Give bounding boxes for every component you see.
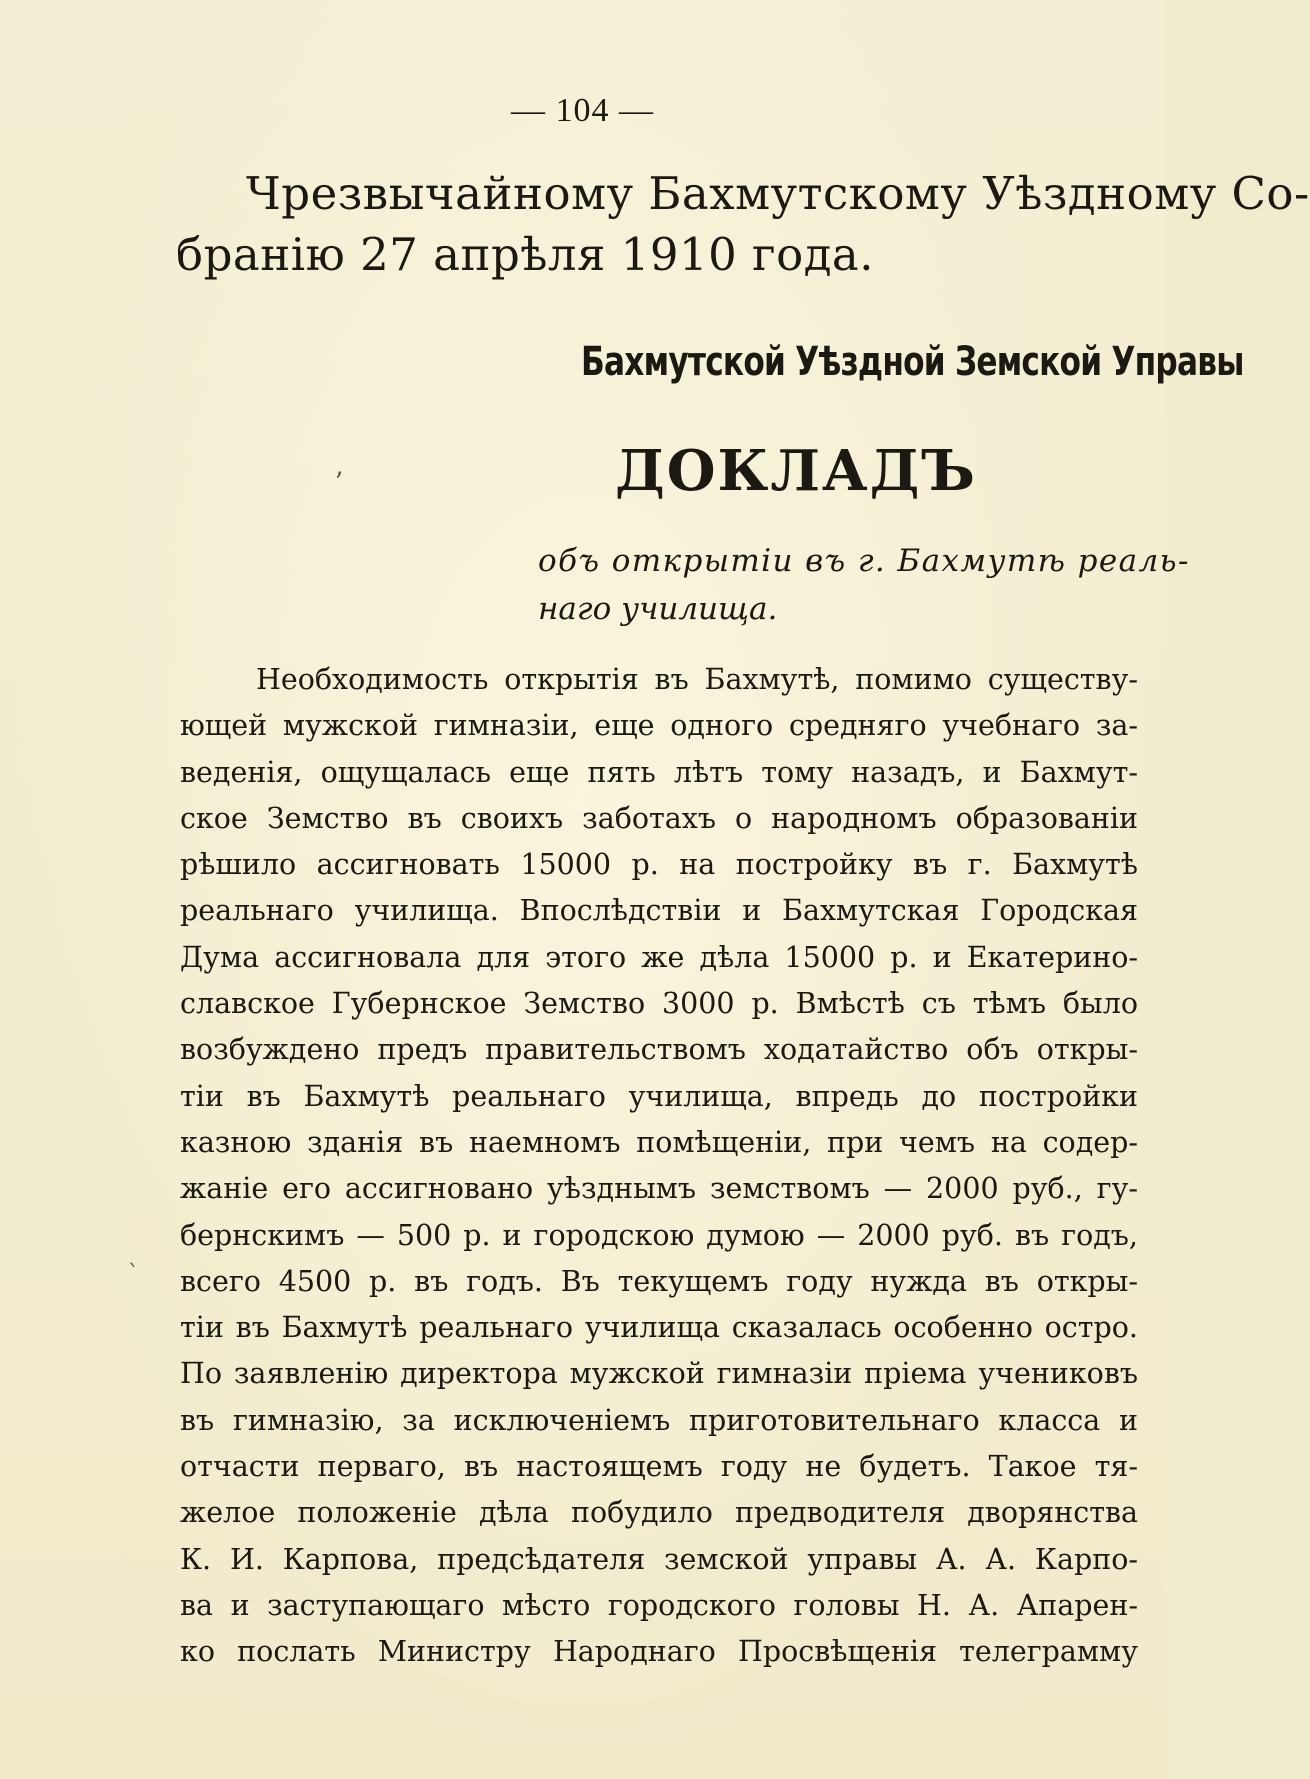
body-line: возбуждено предъ правительствомъ ходатайство объ откры- <box>180 1033 1138 1067</box>
addressee-heading <box>176 163 1310 285</box>
body-line: рѣшило ассигновать 15000 р. на постройку въ г. Бахмутѣ <box>180 848 1138 882</box>
body-line: всего 4500 р. въ годъ. Въ текущемъ году нужда въ откры- <box>180 1264 1138 1298</box>
institution-name: Бахмутской Уѣздной Земской Управы <box>581 339 1244 385</box>
body-line: Необходимость открытія въ Бахмутѣ, помимо существу- <box>256 663 1138 696</box>
body-line: веденія, ощущалась еще пять лѣтъ тому назадъ, и Бахмут- <box>180 755 1138 789</box>
body-line: ва и заступающаго мѣсто городского головы Н. А. Апарен- <box>180 1588 1138 1622</box>
body-line: бернскимъ — 500 р. и городскою думою — 2000 руб. въ годъ, <box>180 1218 1138 1252</box>
body-line: желое положеніе дѣла побудило предводителя дворянства <box>180 1496 1138 1530</box>
page-number: — 104 — <box>511 92 654 129</box>
body-line: реальнаго училища. Впослѣдствіи и Бахмутская Городская <box>180 894 1138 928</box>
body-paragraph <box>180 657 1138 1676</box>
body-line: жаніе его ассигновано уѣзднымъ земствомъ — 2000 руб., гу- <box>180 1172 1138 1206</box>
body-line: ко послать Министру Народнаго Просвѣщенія телеграмму <box>180 1635 1138 1669</box>
body-line: тіи въ Бахмутѣ реальнаго училища сказалась особенно остро. <box>180 1311 1138 1345</box>
body-line: ющей мужской гимназіи, еще одного средняго учебнаго за- <box>180 709 1138 743</box>
body-line: тіи въ Бахмутѣ реальнаго училища, впредь до постройки <box>180 1079 1138 1113</box>
subject-line-1: объ открытіи въ г. Бахмутѣ реаль- <box>538 543 1190 579</box>
stray-mark: ʼ <box>334 468 343 498</box>
addressee-line-1: Чрезвычайному Бахмутскому Уѣздному Со- <box>246 167 1310 220</box>
report-subject <box>538 537 1190 633</box>
body-line: въ гимназію, за исключеніемъ приготовительнаго класса и <box>180 1403 1138 1437</box>
body-line: Дума ассигновала для этого же дѣла 15000 р. и Екатерино- <box>180 940 1138 974</box>
body-line: К. И. Карпова, предсѣдателя земской управы А. А. Карпо- <box>180 1542 1138 1576</box>
document-title: ДОКЛАДЪ <box>614 438 977 504</box>
body-line: славское Губернское Земство 3000 р. Вмѣстѣ съ тѣмъ было <box>180 987 1138 1021</box>
margin-mark: ˋ <box>128 1262 139 1287</box>
body-line: ское Земство въ своихъ заботахъ о народномъ образованіи <box>180 801 1138 835</box>
subject-line-2: наго училища. <box>538 591 778 627</box>
body-line: отчасти перваго, въ настоящемъ году не будетъ. Такое тя- <box>180 1450 1138 1484</box>
addressee-line-2: бранію 27 апрѣля 1910 года. <box>176 228 875 281</box>
body-line: По заявленію директора мужской гимназіи пріема учениковъ <box>180 1357 1138 1391</box>
body-line: казною зданія въ наемномъ помѣщеніи, при чемъ на содер- <box>180 1125 1138 1159</box>
